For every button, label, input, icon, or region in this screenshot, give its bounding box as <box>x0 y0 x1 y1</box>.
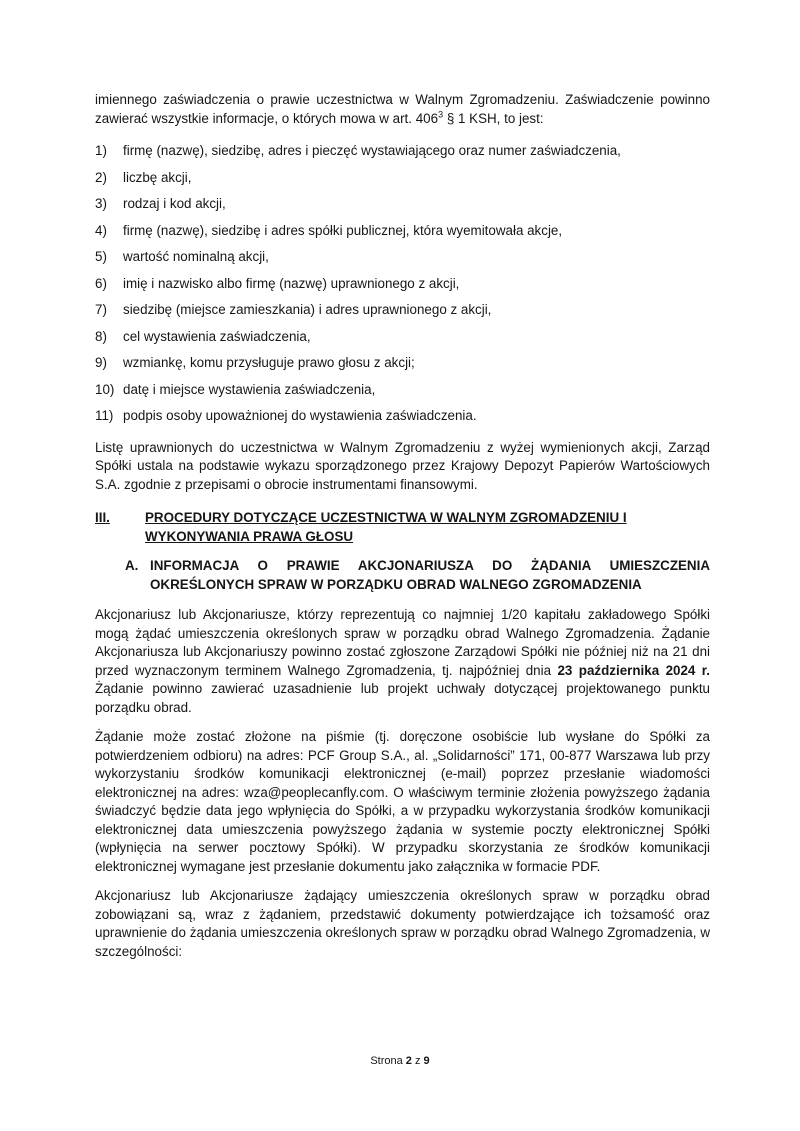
list-item-text: cel wystawienia zaświadczenia, <box>123 328 311 344</box>
list-item-number: 9) <box>95 355 107 370</box>
list-item-text: firmę (nazwę), siedzibę i adres spółki publicznej, która wyemitowała akcje, <box>123 222 563 238</box>
intro-text-before-sup: imiennego zaświadczenia o prawie uczestnictwa w Walnym Zgromadzeniu. Zaświadczenie powinno zawierać wszystkie informacje, o których mowa w art. 406 <box>95 92 710 126</box>
list-item-text: firmę (nazwę), siedzibę, adres i pieczęć wystawiającego oraz numer zaświadczenia, <box>123 143 621 158</box>
list-item-number: 11) <box>95 408 114 423</box>
section-heading-iii <box>95 509 710 546</box>
section-number: III. <box>95 510 110 525</box>
subsection-heading-a <box>95 557 710 594</box>
paragraph-submission: Żądanie może zostać złożone na piśmie (tj. doręczone osobiście lub wysłane do Spółki za potwierdzeniem odbioru) na adres: PCF Group S.A., al. „Solidarności” 171, 00-877 Warszawa lub przy wykorzystaniu środków komunikacji elektronicznej (e-mail) poprzez przesłanie wiadomości elektronicznej na adres: wza@peoplecanfly.com. O właściwym terminie złożenia powyższego żądania świadczyć będzie data jego wpłynięcia do Spółki, a w przypadku wykorzystania środków komunikacji elektronicznej data umieszczenia powyższego żądania w systemie poczty elektronicznej Spółki (wpłynięcia na serwer pocztowy Spółki). W przypadku skorzystania ze środków komunikacji elektronicznej wymagane jest przesłanie dokumentu jako załącznika w formacie PDF. <box>95 729 710 874</box>
list-item <box>95 222 710 241</box>
intro-text-after-sup: § 1 KSH, to jest: <box>443 110 544 126</box>
footer-page-number: 2 <box>405 1055 412 1067</box>
request-text-part1: Akcjonariusz lub Akcjonariusze, którzy reprezentują co najmniej 1/20 kapitału zakładowego Spółki mogą żądać umieszczenia określonych spraw w porządku obrad Walnego Zgromadzenia. Żądanie Akcjonariusza lub Akcjonariuszy powinno zostać zgłoszone Zarządowi Spółki nie później niż na 21 dni przed wyznaczonym terminem Walnego Zgromadzenia, tj. najpóźniej dnia <box>95 607 710 678</box>
list-item-number: 2) <box>95 169 107 185</box>
footer-of-label: z <box>414 1055 421 1067</box>
list-item-text: wartość nominalną akcji, <box>123 249 269 264</box>
list-item <box>95 354 710 373</box>
list-item <box>95 169 710 188</box>
paragraph-request <box>95 606 710 717</box>
list-item-text: liczbę akcji, <box>123 169 192 185</box>
subsection-title: INFORMACJA O PRAWIE AKCJONARIUSZA DO ŻĄDANIA UMIESZCZENIA OKREŚLONYCH SPRAW W PORZĄDKU OBRAD WALNEGO ZGROMADZENIA <box>150 558 710 592</box>
page-footer <box>0 1055 800 1067</box>
list-item-number: 5) <box>95 249 107 264</box>
list-item-text: imię i nazwisko albo firmę (nazwę) uprawnionego z akcji, <box>123 275 460 291</box>
list-item-text: podpis osoby upoważnionej do wystawienia zaświadczenia. <box>123 408 477 423</box>
superscript-3: 3 <box>438 109 444 120</box>
list-item-number: 4) <box>95 222 107 238</box>
list-item-text: wzmiankę, komu przysługuje prawo głosu z akcji; <box>123 355 415 370</box>
list-item-text: rodzaj i kod akcji, <box>123 196 226 211</box>
paragraph-documents: Akcjonariusz lub Akcjonariusze żądający umieszczenia określonych spraw w porządku obrad zobowiązani są, wraz z żądaniem, przedstawić dokumenty potwierdzające ich tożsamość oraz uprawnienie do żądania umieszczenia określonych spraw w porządku obrad Walnego Zgromadzenia, w szczególności: <box>95 888 710 959</box>
list-item-number: 8) <box>95 328 107 344</box>
list-item <box>95 301 710 320</box>
list-item <box>95 142 710 161</box>
list-item-number: 10) <box>95 381 115 397</box>
list-item <box>95 328 710 347</box>
footer-label: Strona <box>370 1055 403 1067</box>
paragraph-intro <box>95 91 710 128</box>
footer-total-pages: 9 <box>423 1055 430 1067</box>
section-title: PROCEDURY DOTYCZĄCE UCZESTNICTWA W WALNYM ZGROMADZENIU I WYKONYWANIA PRAWA GŁOSU <box>145 510 627 544</box>
paragraph-lista-uprawnionych: Listę uprawnionych do uczestnictwa w Walnym Zgromadzeniu z wyżej wymienionych akcji, Zarząd Spółki ustala na podstawie wykazu sporządzonego przez Krajowy Depozyt Papierów Wartościowych S.A. zgodnie z przepisami o obrocie instrumentami finansowymi. <box>95 439 710 492</box>
list-item <box>95 195 710 214</box>
list-item-text: siedzibę (miejsce zamieszkania) i adres uprawnionego z akcji, <box>123 302 492 317</box>
list-item-number: 1) <box>95 143 107 158</box>
list-item-text: datę i miejsce wystawienia zaświadczenia, <box>123 381 376 397</box>
list-item <box>95 275 710 294</box>
list-item-number: 7) <box>95 302 107 317</box>
certificate-requirements-list <box>95 142 710 426</box>
list-item <box>95 381 710 400</box>
document-content <box>95 91 710 972</box>
subsection-number: A. <box>125 558 139 573</box>
list-item-number: 6) <box>95 275 107 291</box>
list-item <box>95 407 710 426</box>
list-item <box>95 248 710 267</box>
list-item-number: 3) <box>95 196 107 211</box>
request-deadline-date: 23 października 2024 r. <box>557 662 710 678</box>
request-text-part2: Żądanie powinno zawierać uzasadnienie lub projekt uchwały dotyczącej projektowanego punktu porządku obrad. <box>95 681 710 715</box>
